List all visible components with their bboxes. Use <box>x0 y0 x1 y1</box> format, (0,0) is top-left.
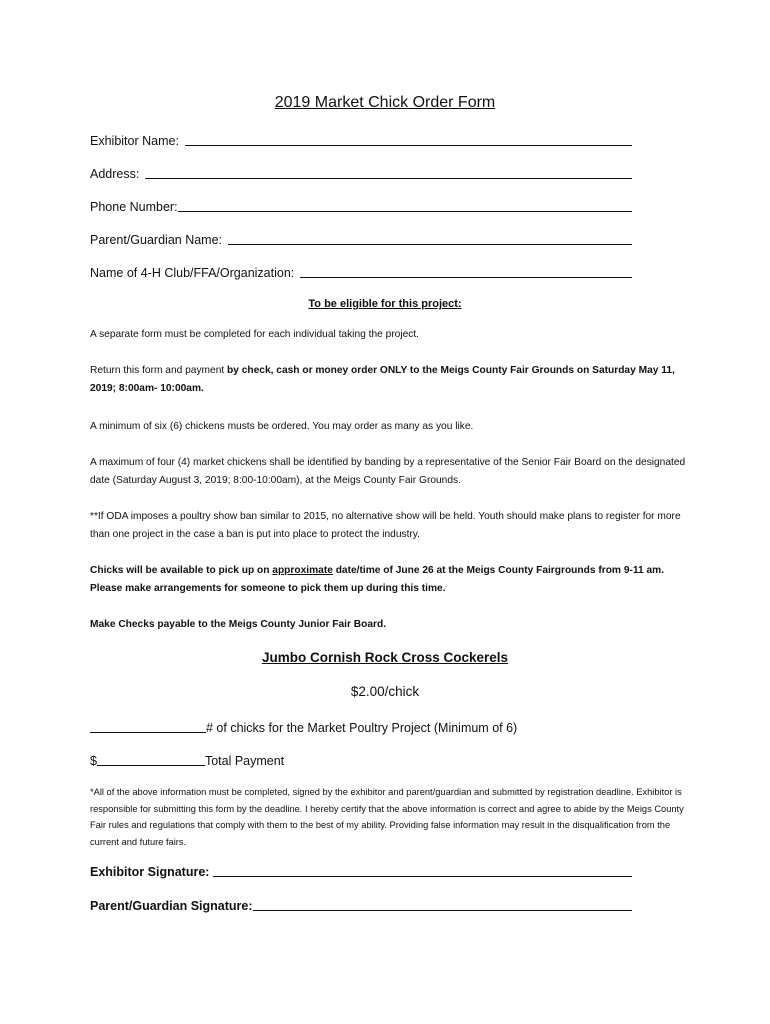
pickup-text-a: Chicks will be available to pick up on <box>90 565 273 576</box>
organization-line[interactable] <box>300 265 632 278</box>
phone-number-field[interactable] <box>90 196 632 214</box>
return-text: Return this form and payment <box>90 365 228 376</box>
product-title: Jumbo Cornish Rock Cross Cockerels <box>261 650 509 665</box>
total-payment-label: Total Payment <box>204 754 285 768</box>
chick-count-label: # of chicks for the Market Poultry Project (Minimum of 6) <box>206 721 518 735</box>
exhibitor-name-field[interactable] <box>90 130 632 148</box>
phone-number-label: Phone Number: <box>90 200 178 214</box>
pickup-text-approximate: approximate <box>272 565 333 576</box>
eligibility-paragraph-minimum: A minimum of six (6) chickens musts be ordered. You may order as many as you like. <box>90 421 474 432</box>
organization-label: Name of 4-H Club/FFA/Organization: <box>90 266 295 280</box>
return-text-bold: by check, cash or money order ONLY to the Meigs County Fair Grounds on Saturday May 11, 2019; 8:00am- 10:00am. <box>90 365 675 394</box>
parent-signature-field[interactable] <box>90 895 632 913</box>
organization-field[interactable] <box>90 262 632 280</box>
exhibitor-name-label: Exhibitor Name: <box>90 134 179 148</box>
form-title: 2019 Market Chick Order Form <box>274 94 496 111</box>
eligibility-heading: To be eligible for this project: <box>308 298 462 310</box>
exhibitor-signature-line[interactable] <box>213 864 632 877</box>
total-payment-field[interactable] <box>90 750 284 768</box>
eligibility-paragraph-pickup <box>90 562 690 598</box>
chick-count-line[interactable] <box>90 720 206 733</box>
exhibitor-signature-label: Exhibitor Signature: <box>90 865 210 879</box>
pickup-text-b: date/time of June 26 at the Meigs County Fairgrounds from 9-11 am. Please make arrangements for someone to pick them up during this time. <box>90 565 665 594</box>
phone-number-line[interactable] <box>178 199 632 212</box>
eligibility-paragraph-separate-form: A separate form must be completed for each individual taking the project. <box>90 329 420 340</box>
exhibitor-signature-field[interactable] <box>90 861 632 879</box>
address-field[interactable] <box>90 163 632 181</box>
address-line[interactable] <box>145 166 632 179</box>
parent-signature-label: Parent/Guardian Signature: <box>90 899 253 913</box>
dollar-sign: $ <box>90 754 97 768</box>
checks-payable-note: Make Checks payable to the Meigs County Junior Fair Board. <box>90 619 387 630</box>
address-label: Address: <box>90 167 140 181</box>
product-price: $2.00/chick <box>350 684 420 699</box>
parent-guardian-name-field[interactable] <box>90 229 632 247</box>
parent-signature-line[interactable] <box>253 898 632 911</box>
eligibility-paragraph-maximum: A maximum of four (4) market chickens shall be identified by banding by a representative of the Senior Fair Board on the designated date (Saturday August 3, 2019; 8:00-10:00am), at the Meigs County Fair Grounds. <box>90 457 686 486</box>
eligibility-paragraph-return <box>90 362 690 398</box>
parent-guardian-name-line[interactable] <box>228 232 632 245</box>
eligibility-paragraph-oda-ban: **If ODA imposes a poultry show ban similar to 2015, no alternative show will be held. Youth should make plans to register for more than one project in the case a ban is put into place to protect the industry. <box>90 511 681 540</box>
certification-statement: *All of the above information must be completed, signed by the exhibitor and parent/guardian and submitted by registration deadline. Exhibitor is responsible for submitting this form by the deadline. I hereby certify that the above information is correct and agree to abide by the Meigs County Fair rules and regulations that comply with them to the best of my ability. Providing false information may result in the disqualification from the current and future fairs. <box>90 787 684 847</box>
chick-count-field[interactable] <box>90 717 517 735</box>
total-payment-line[interactable] <box>97 753 205 766</box>
parent-guardian-name-label: Parent/Guardian Name: <box>90 233 223 247</box>
exhibitor-name-line[interactable] <box>185 133 632 146</box>
